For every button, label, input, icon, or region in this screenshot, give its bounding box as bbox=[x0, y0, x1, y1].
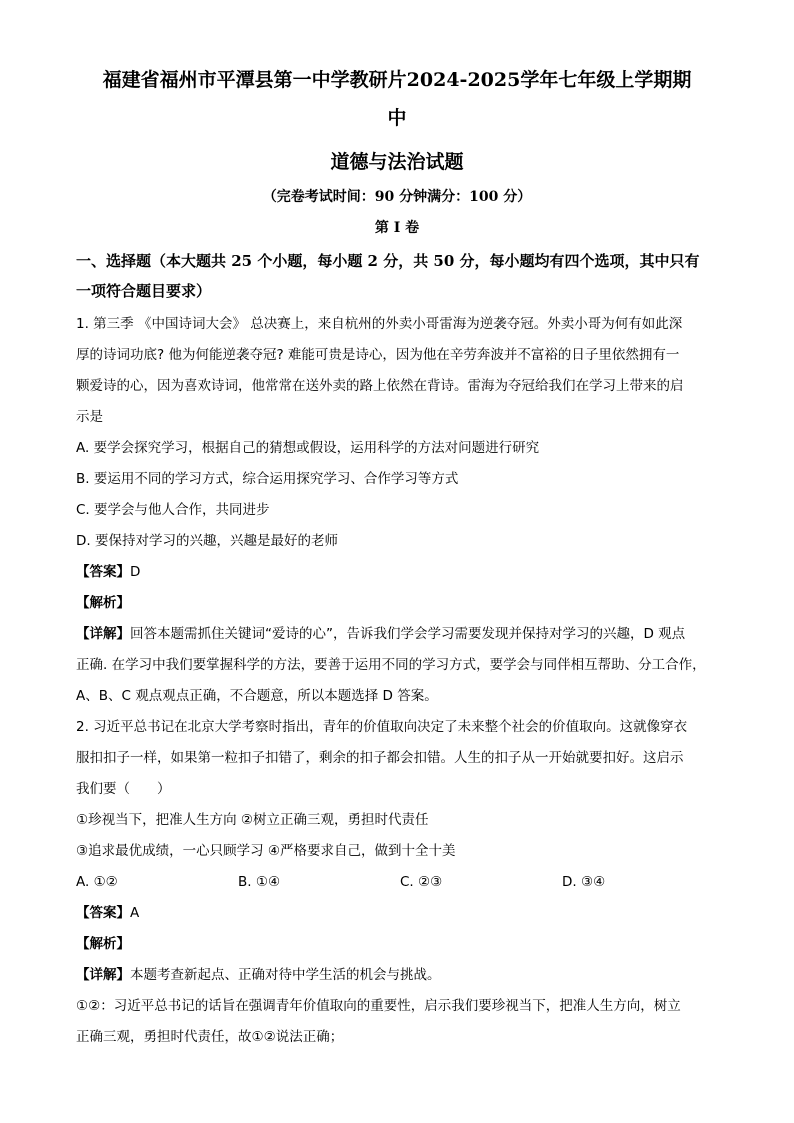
q2-detail-line bbox=[76, 966, 441, 984]
q2-answer bbox=[76, 904, 139, 922]
q1-option-a: A. 要学会探究学习，根据自己的猜想或假设，运用科学的方法对问题进行研究 bbox=[76, 440, 540, 456]
q1-stem-line: 厚的诗词功底? 他为何能逆袭夺冠? 难能可贵是诗心，因为他在辛劳奔波并不富裕的日子里依然拥有一 bbox=[76, 347, 680, 363]
answer-value: D bbox=[130, 564, 141, 580]
q2-stem-line: 我们要（ ） bbox=[76, 781, 171, 797]
q2-option-c: C. ②③ bbox=[400, 874, 443, 890]
q2-stem-line: 服扣扣子一样，如果第一粒扣子扣错了，剩余的扣子都会扣错。人生的扣子从一开始就要扣好。这启示 bbox=[76, 750, 684, 766]
section-heading bbox=[76, 246, 721, 306]
q2-detail-line: ①②：习近平总书记的话旨在强调青年价值取向的重要性，启示我们要珍视当下，把准人生方向，树立 bbox=[76, 998, 681, 1014]
q1-answer bbox=[76, 563, 140, 581]
detail-label: 【详解】 bbox=[76, 626, 130, 642]
q2-stem-line: 2. 习近平总书记在北京大学考察时指出，青年的价值取向决定了未来整个社会的价值取向。这就像穿衣 bbox=[76, 719, 688, 735]
answer-value: A bbox=[130, 905, 140, 921]
volume-label: 第 I 卷 bbox=[374, 220, 420, 236]
q2-statement-line: ①珍视当下，把准人生方向 ②树立正确三观，勇担时代责任 bbox=[76, 812, 429, 828]
exam-title-line1: 福建省福州市平潭县第一中学教研片2024-2025学年七年级上学期期 bbox=[102, 69, 692, 91]
detail-text: 回答本题需抓住关键词“爱诗的心”，告诉我们学会学习需要发现并保持对学习的兴趣，D 观点 bbox=[130, 626, 686, 642]
detail-text: 本题考查新起点、正确对待中学生活的机会与挑战。 bbox=[130, 967, 441, 983]
q2-option-a: A. ①② bbox=[76, 874, 118, 890]
q1-detail-line: 正确. 在学习中我们要掌握科学的方法，要善于运用不同的学习方式，要学会与同伴相互帮助、分工合作， bbox=[76, 657, 706, 673]
q2-option-d: D. ③④ bbox=[562, 874, 606, 890]
q1-option-c: C. 要学会与他人合作，共同进步 bbox=[76, 502, 270, 518]
q1-detail-line: A、B、C 观点观点正确，不合题意，所以本题选择 D 答案。 bbox=[76, 688, 438, 704]
q2-detail-line: 正确三观，勇担时代责任，故①②说法正确； bbox=[76, 1029, 344, 1045]
q1-analysis-label: 【解析】 bbox=[76, 595, 130, 611]
q1-stem-line: 颗爱诗的心，因为喜欢诗词，他常常在送外卖的路上依然在背诗。雷海为夺冠给我们在学习上带来的启 bbox=[76, 378, 684, 394]
section-heading-line1: 一、选择题（本大题共 25 个小题，每小题 2 分，共 50 分，每小题均有四个选项，其中只有 bbox=[76, 252, 700, 270]
q2-statement-line: ③追求最优成绩，一心只顾学习 ④严格要求自己，做到十全十美 bbox=[76, 843, 456, 859]
section-heading-line2: 一项符合题目要求） bbox=[76, 282, 212, 300]
exam-subject: 道德与法治试题 bbox=[330, 151, 464, 173]
exam-info: （完卷考试时间：90 分钟满分：100 分） bbox=[262, 189, 532, 205]
detail-label: 【详解】 bbox=[76, 967, 130, 983]
answer-label: 【答案】 bbox=[76, 905, 130, 921]
q2-option-b: B. ①④ bbox=[238, 874, 281, 890]
q1-detail-line bbox=[76, 625, 685, 643]
answer-label: 【答案】 bbox=[76, 564, 130, 580]
q2-analysis-label: 【解析】 bbox=[76, 936, 130, 952]
q1-option-b: B. 要运用不同的学习方式，综合运用探究学习、合作学习等方式 bbox=[76, 471, 459, 487]
q1-stem-line: 示是 bbox=[76, 409, 103, 425]
exam-title-line2: 中 bbox=[387, 107, 407, 129]
q1-stem-line: 1. 第三季 《中国诗词大会》 总决赛上，来自杭州的外卖小哥雷海为逆袭夺冠。外卖小哥为何有如此深 bbox=[76, 316, 683, 332]
q1-option-d: D. 要保持对学习的兴趣，兴趣是最好的老师 bbox=[76, 533, 338, 549]
